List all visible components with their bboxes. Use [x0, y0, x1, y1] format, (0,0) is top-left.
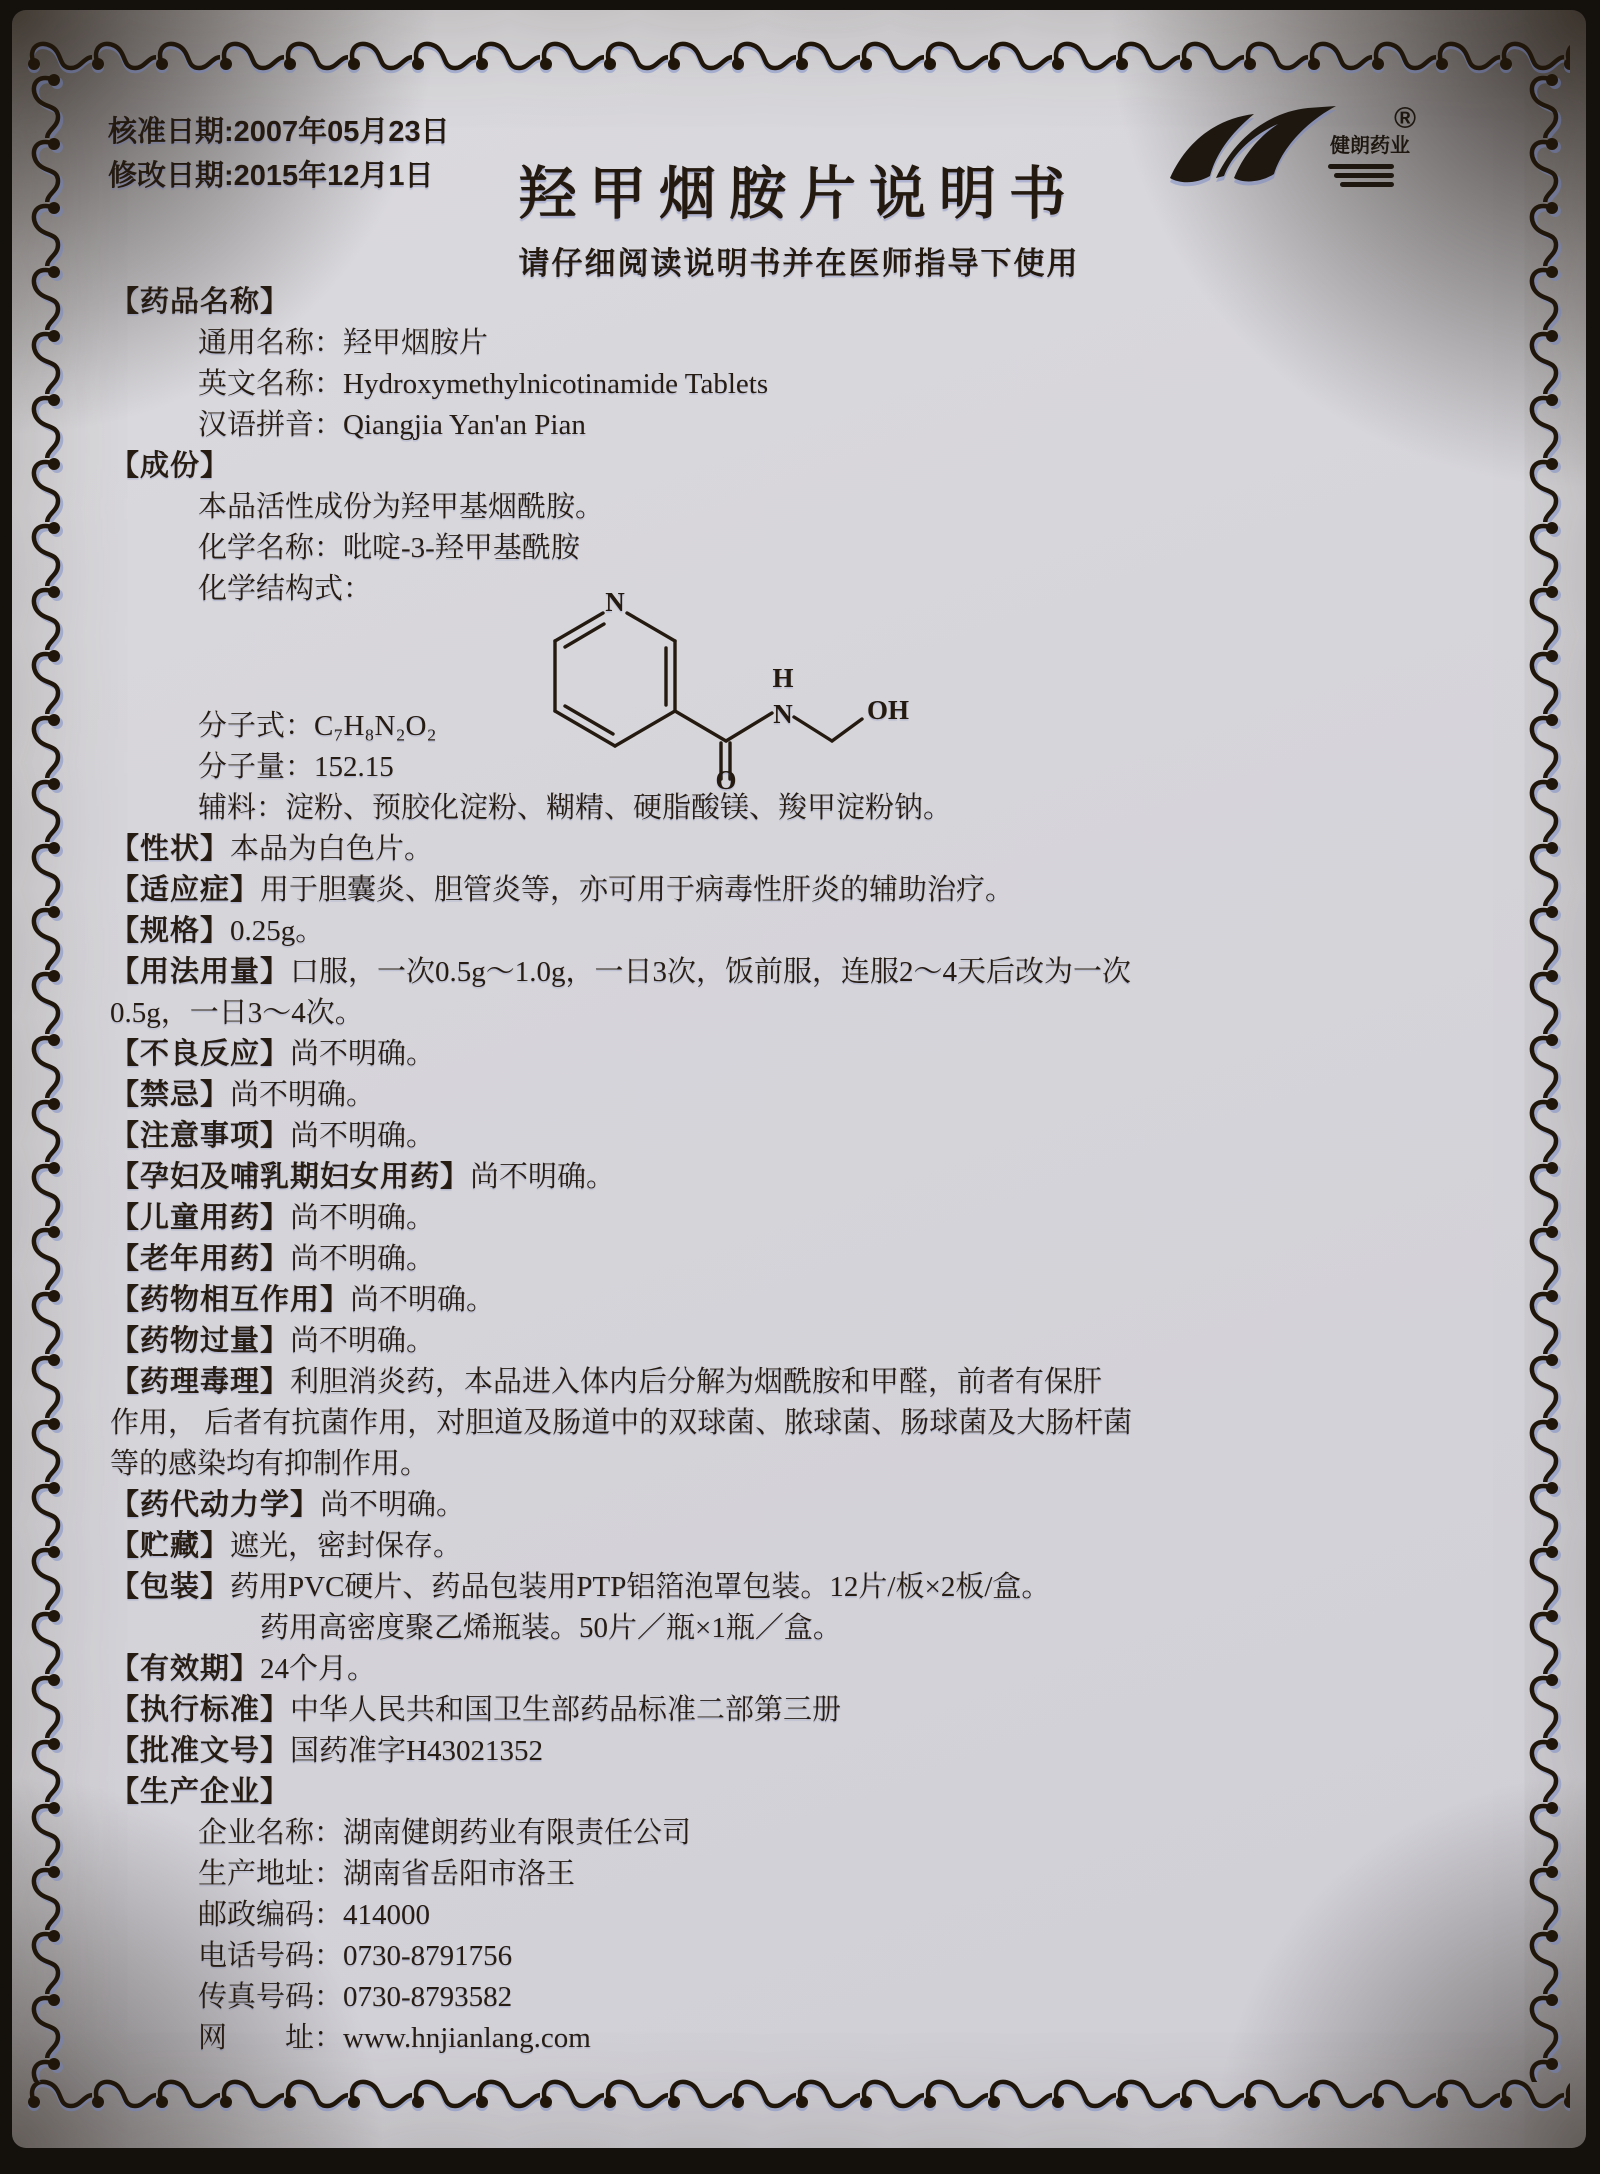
section-line [110, 1608, 1474, 1649]
section-text: 传真号码：0730-8793582 [198, 1981, 513, 2013]
section-text: 0.5g，一日3～4次。 [110, 997, 364, 1029]
section-text: 尚不明确。 [350, 1284, 496, 1316]
section-label: 【药物过量】 [110, 1325, 291, 1357]
section-text: 国药准字H43021352 [290, 1735, 543, 1767]
section-line [110, 1444, 1474, 1485]
section-text: 尚不明确。 [290, 1325, 436, 1357]
section-label: 【药物相互作用】 [110, 1284, 351, 1316]
section-text: 分子量：152.15 [198, 751, 394, 783]
section-text: 尚不明确。 [290, 1038, 436, 1070]
section-text: 汉语拼音：Qiangjia Yan'an Pian [198, 409, 586, 441]
section-text: 中华人民共和国卫生部药品标准二部第三册 [290, 1694, 842, 1726]
section-line [110, 282, 1474, 323]
section-line [110, 1772, 1474, 1813]
section-text: 辅料：淀粉、预胶化淀粉、糊精、硬脂酸镁、羧甲淀粉钠。 [198, 792, 953, 824]
amide-nitrogen-label: N [773, 699, 793, 729]
section-line [110, 446, 1474, 487]
section-text: 口服，一次0.5g～1.0g，一日3次，饭前服，连服2～4天后改为一次 [290, 956, 1132, 988]
section-label: 【贮藏】 [110, 1530, 231, 1562]
section-text: 电话号码：0730-8791756 [198, 1940, 513, 1972]
section-text: 作用， 后者有抗菌作用，对胆道及肠道中的双球菌、脓球菌、肠球菌及大肠杆菌 [110, 1407, 1133, 1439]
section-label: 【药理毒理】 [110, 1366, 291, 1398]
section-label: 【规格】 [110, 915, 231, 947]
section-text: 化学名称：吡啶-3-羟甲基酰胺 [198, 532, 580, 564]
section-label: 【不良反应】 [110, 1038, 291, 1070]
decorative-border-right [1524, 74, 1570, 2082]
section-line [110, 870, 1474, 911]
section-line [110, 487, 1474, 528]
decorative-border-bottom [28, 2074, 1570, 2120]
logo-small-text: 健朗药业 [1330, 135, 1410, 157]
section-text: 英文名称：Hydroxymethylnicotinamide Tablets [198, 368, 769, 400]
section-line [110, 1034, 1474, 1075]
section-label: 【药代动力学】 [110, 1489, 321, 1521]
carbonyl-oxygen-label: O [715, 765, 737, 791]
section-label: 【儿童用药】 [110, 1202, 291, 1234]
section-line [110, 1362, 1474, 1403]
section-label: 【禁忌】 [110, 1079, 231, 1111]
chemical-structure-diagram [510, 553, 950, 791]
section-label: 【性状】 [110, 833, 231, 865]
section-text: 遮光，密封保存。 [230, 1530, 463, 1562]
section-text: 药用PVC硬片、药品包装用PTP铝箔泡罩包装。12片/板×2板/盒。 [230, 1571, 1051, 1603]
section-text: 0.25g。 [230, 915, 325, 947]
section-line [110, 323, 1474, 364]
section-text: 分子式：C₇H₈N₂O₂ [198, 710, 437, 742]
section-line [110, 1075, 1474, 1116]
decorative-border-left [26, 74, 72, 2082]
section-line [110, 1198, 1474, 1239]
section-line [110, 1567, 1474, 1608]
jl-swoosh-icon [1158, 106, 1418, 198]
section-label: 【适应症】 [110, 874, 261, 906]
section-text: 药用高密度聚乙烯瓶装。50片／瓶×1瓶／盒。 [260, 1612, 842, 1644]
section-text: 生产地址：湖南省岳阳市洛王 [198, 1858, 576, 1890]
section-line [110, 1690, 1474, 1731]
section-text: 尚不明确。 [290, 1120, 436, 1152]
section-line [110, 1649, 1474, 1690]
section-label: 【批准文号】 [110, 1735, 291, 1767]
section-line [110, 829, 1474, 870]
page-title: 羟甲烟胺片说明书 [519, 163, 1079, 226]
hydroxyl-label: OH [866, 695, 910, 725]
section-text: 24个月。 [260, 1653, 377, 1685]
section-line [110, 993, 1474, 1034]
section-text: 网 址：www.hnjianlang.com [198, 2022, 591, 2054]
section-text: 企业名称：湖南健朗药业有限责任公司 [198, 1817, 692, 1849]
company-logo [1158, 106, 1418, 198]
section-label: 【执行标准】 [110, 1694, 291, 1726]
section-text: 邮政编码：414000 [198, 1899, 431, 1931]
section-line [110, 1854, 1474, 1895]
section-label: 【成份】 [110, 450, 231, 482]
decorative-border-top [28, 36, 1570, 82]
section-label: 【包装】 [110, 1571, 231, 1603]
section-line [110, 1977, 1474, 2018]
section-label: 【用法用量】 [110, 956, 291, 988]
section-text: 利胆消炎药，本品进入体内后分解为烟酰胺和甲醛，前者有保肝 [290, 1366, 1103, 1398]
ring-nitrogen-label: N [605, 587, 625, 617]
section-label: 【注意事项】 [110, 1120, 291, 1152]
section-line [110, 1485, 1474, 1526]
section-text: 化学结构式： [198, 573, 373, 605]
section-label: 【有效期】 [110, 1653, 261, 1685]
section-text: 用于胆囊炎、胆管炎等，亦可用于病毒性肝炎的辅助治疗。 [260, 874, 1015, 906]
section-line [110, 1239, 1474, 1280]
section-text: 本品为白色片。 [230, 833, 434, 865]
section-line [110, 1936, 1474, 1977]
section-line [110, 1157, 1474, 1198]
section-text: 等的感染均有抑制作用。 [110, 1448, 430, 1480]
amide-hydrogen-label: H [772, 663, 794, 693]
section-line [110, 1321, 1474, 1362]
section-text: 尚不明确。 [290, 1202, 436, 1234]
section-text: 尚不明确。 [470, 1161, 616, 1193]
page-subtitle: 请仔细阅读说明书并在医师指导下使用 [518, 246, 1080, 281]
section-line [110, 1280, 1474, 1321]
section-label: 【老年用药】 [110, 1243, 291, 1275]
section-line [110, 364, 1474, 405]
section-line [110, 405, 1474, 446]
section-line [110, 1731, 1474, 1772]
approval-date: 核准日期:2007年05月23日 [108, 116, 450, 148]
section-text: 尚不明确。 [320, 1489, 466, 1521]
section-line [110, 788, 1474, 829]
section-text: 通用名称：羟甲烟胺片 [198, 327, 489, 359]
document-body [110, 282, 1474, 2059]
section-label: 【孕妇及哺乳期妇女用药】 [110, 1161, 471, 1193]
section-text: 尚不明确。 [230, 1079, 376, 1111]
section-line [110, 1116, 1474, 1157]
leaflet-paper [12, 10, 1586, 2148]
registered-mark: ® [1394, 106, 1417, 135]
section-label: 【药品名称】 [110, 286, 291, 318]
section-line [110, 1403, 1474, 1444]
section-text: 本品活性成份为羟甲基烟酰胺。 [198, 491, 605, 523]
section-text: 尚不明确。 [290, 1243, 436, 1275]
section-line [110, 1895, 1474, 1936]
section-line [110, 952, 1474, 993]
section-line [110, 1526, 1474, 1567]
section-label: 【生产企业】 [110, 1776, 291, 1808]
section-line [110, 1813, 1474, 1854]
section-line [110, 2018, 1474, 2059]
section-line [110, 911, 1474, 952]
revision-date: 修改日期:2015年12月1日 [108, 160, 434, 192]
